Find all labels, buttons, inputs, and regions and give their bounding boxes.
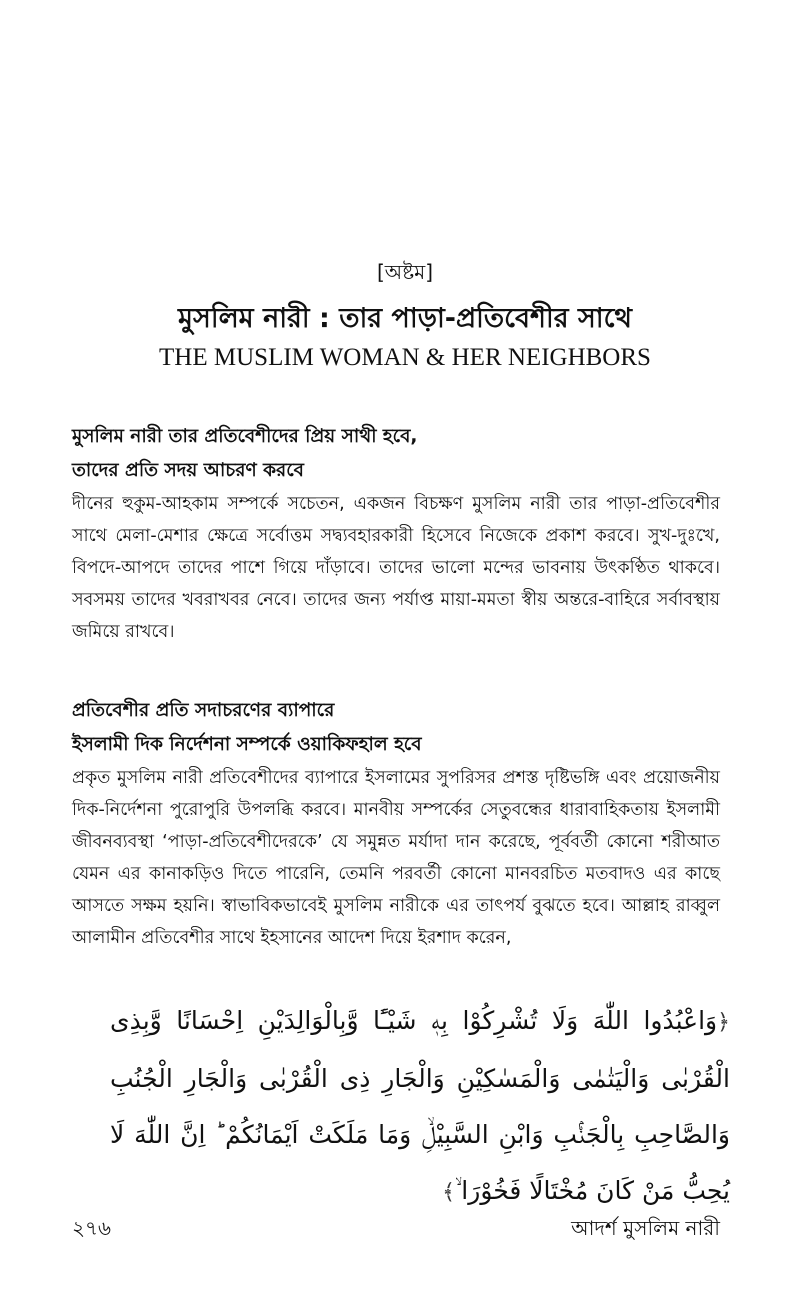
section-heading-line: মুসলিম নারী তার প্রতিবেশীদের প্রিয় সাথী হবে, [72, 426, 418, 447]
section-paragraph: দীনের হুকুম-আহকাম সম্পর্কে সচেতন, একজন বিচক্ষণ মুসলিম নারী তার পাড়া-প্রতিবেশীর সাথে মেলা-মেশার ক্ষেত্রে সর্বোত্তম সদ্ব্যবহারকারী হিসেবে নিজেকে প্রকাশ করবে। সুখ-দুঃখে, বিপদে-আপদে তাদের পাশে গিয়ে দাঁড়াবে। তাদের ভালো মন্দের ভাবনায় উৎকণ্ঠিত থাকবে। সবসময় তাদের খবরাখবর নেবে। তাদের জন্য পর্যাপ্ত মায়া-মমতা স্বীয় অন্তরে-বাহিরে সর্বাবস্থায় জমিয়ে রাখবে। [72, 494, 720, 642]
quran-verse-text: وَاعْبُدُوا اللّٰهَ وَلَا تُشْرِكُوْا بِهٖ شَيْـًٔا وَّبِالْوَالِدَيْنِ اِحْسَانًا وَّبِذِى الْقُرْبٰى وَالْيَتٰمٰى وَالْمَسٰكِيْنِ وَالْجَارِ ذِى الْقُرْبٰى وَالْجَارِ الْجُنُبِ وَالصَّاحِبِ بِالْجَنْۢبِ وَابْنِ السَّبِيْلِۙ وَمَا مَلَكَتْ اَيْمَانُكُمْ ؕ اِنَّ اللّٰهَ لَا يُحِبُّ مَنْ كَانَ مُخْتَالًا فَخُوْرَا ۙ [110, 1006, 730, 1205]
quote-close-ornament: ﴾ [442, 1180, 456, 1205]
section-1 [72, 420, 720, 648]
page-number: ২৭৬ [72, 1216, 112, 1240]
chapter-title-english: THE MUSLIM WOMAN & HER NEIGHBORS [159, 344, 651, 371]
page-footer [72, 1214, 720, 1244]
section-heading-line: ইসলামী দিক নির্দেশনা সম্পর্কে ওয়াকিফহাল হবে [72, 734, 422, 755]
section-2 [72, 694, 720, 954]
chapter-number: [অষ্টম] [376, 260, 434, 284]
section-heading-line: প্রতিবেশীর প্রতি সদাচরণের ব্যাপারে [72, 700, 335, 721]
running-title: আদর্শ মুসলিম নারী [571, 1216, 720, 1240]
section-paragraph: প্রকৃত মুসলিম নারী প্রতিবেশীদের ব্যাপারে ইসলামের সুপরিসর প্রশস্ত দৃষ্টিভঙ্গি এবং প্রয়োজনীয় দিক-নির্দেশনা পুরোপুরি উপলব্ধি করবে। মানবীয় সম্পর্কের সেতুবন্ধের ধারাবাহিকতায় ইসলামী জীবনব্যবস্থা ‘পাড়া-প্রতিবেশীদেরকে’ যে সমুন্নত মর্যাদা দান করেছে, পূর্ববর্তী কোনো শরীআত যেমন এর কানাকড়িও দিতে পারেনি, তেমনি পরবর্তী কোনো মানবরচিত মতবাদও এর কাছে আসতে সক্ষম হয়নি। স্বাভাবিকভাবেই মুসলিম নারীকে এর তাৎপর্য বুঝতে হবে। আল্লাহ রাব্বুল আলামীন প্রতিবেশীর সাথে ইহসানের আদেশ দিয়ে ইরশাদ করেন, [72, 768, 720, 948]
quran-verse [110, 993, 730, 1221]
chapter-title-bengali: মুসলিম নারী : তার পাড়া-প্রতিবেশীর সাথে [178, 303, 632, 334]
quote-open-ornament: ﴿ [717, 1010, 730, 1035]
section-heading-line: তাদের প্রতি সদয় আচরণ করবে [72, 460, 304, 481]
